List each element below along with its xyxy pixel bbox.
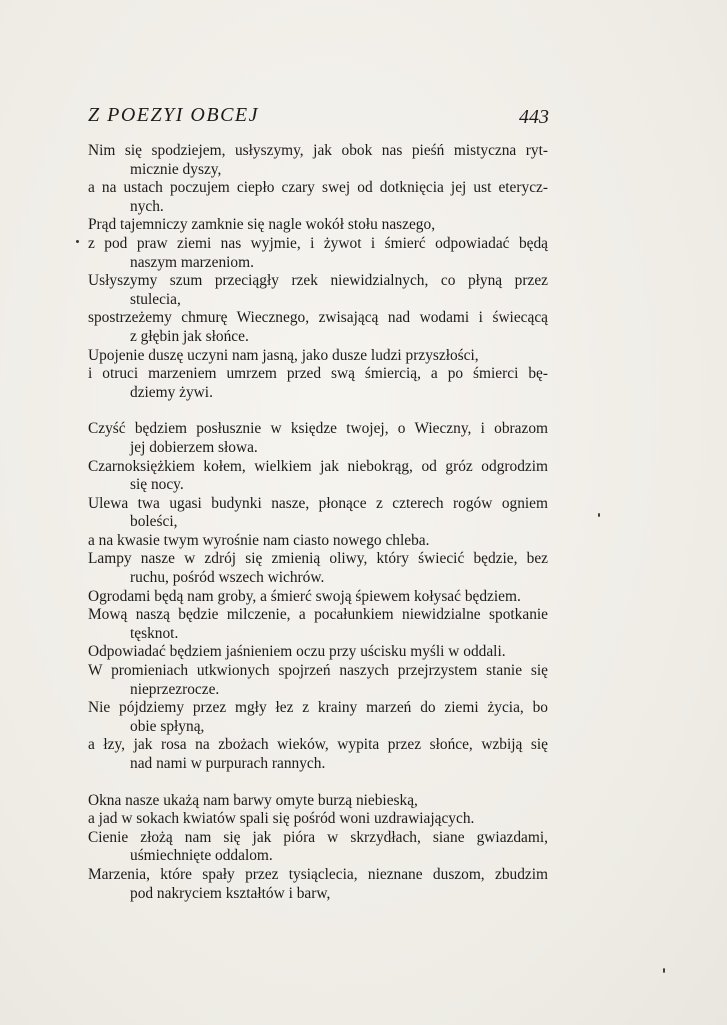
page-number: 443 bbox=[519, 106, 549, 128]
print-speck bbox=[76, 240, 79, 243]
verse-line: Okna nasze ukażą nam barwy omyte burzą niebieską, bbox=[88, 791, 418, 809]
verse-line: W promieniach utkwionych spojrzeń naszych przejrzystem stanie się bbox=[88, 662, 548, 680]
verse-line: a łzy, jak rosa na zbożach wieków, wypita przez słońce, wzbiją się bbox=[88, 736, 548, 754]
verse-line: i otruci marzeniem umrzem przed swą śmiercią, a po śmierci bę- bbox=[88, 365, 548, 383]
verse bbox=[88, 792, 548, 811]
verse-line: Ogrodami będą nam groby, a śmierć swoją śpiewem kołysać będziem. bbox=[88, 587, 521, 605]
verse bbox=[88, 347, 548, 366]
verse-continuation: uśmiechnięte oddalom. bbox=[130, 847, 273, 865]
verse-line: Mową naszą będzie milczenie, a pocałunkiem niewidzialne spotkanie bbox=[88, 606, 548, 624]
verse-line: Lampy nasze w zdrój się zmienią oliwy, który świecić będzie, bez bbox=[88, 550, 548, 568]
running-title: Z POEZYI OBCEJ bbox=[88, 104, 259, 126]
verse-continuation: naszym marzeniom. bbox=[130, 253, 254, 271]
verse-continuation: tęsknot. bbox=[130, 624, 179, 642]
verse bbox=[88, 736, 548, 773]
verse-continuation: micznie dyszy, bbox=[130, 160, 222, 178]
verse-line: a na ustach poczujem ciepło czary swej od dotknięcia jej ust eterycz- bbox=[88, 179, 548, 197]
verse-continuation: się nocy. bbox=[130, 476, 184, 494]
verse-line: Odpowiadać będziem jaśnieniem oczu przy uścisku myśli w oddali. bbox=[88, 643, 506, 661]
poem-text bbox=[88, 142, 548, 921]
verse-line: spostrzeżemy chmurę Wiecznego, zwisającą nad wodami i świecącą bbox=[88, 309, 548, 327]
verse-line: Nie pójdziemy przez mgły łez z krainy marzeń do ziemi życia, bo bbox=[88, 699, 548, 717]
verse bbox=[88, 699, 548, 736]
verse bbox=[88, 179, 548, 216]
verse-line: Czyść będziem posłusznie w księdze twojej, o Wieczny, i obrazom bbox=[88, 420, 548, 438]
verse-continuation: stulecia, bbox=[130, 290, 181, 308]
verse-continuation: jej dobierzem słowa. bbox=[130, 438, 258, 456]
verse-continuation: nad nami w purpurach rannych. bbox=[130, 755, 326, 772]
verse-continuation: nych. bbox=[130, 197, 164, 215]
verse-continuation: ruchu, pośród wszech wichrów. bbox=[130, 569, 325, 587]
verse bbox=[88, 588, 548, 607]
verse bbox=[88, 829, 548, 866]
verse bbox=[88, 643, 548, 662]
verse-line: Usłyszymy szum przeciągły rzek niewidzialnych, co płyną przez bbox=[88, 272, 548, 290]
verse-line: Ulewa twa ugasi budynki nasze, płonące z czterech rogów ogniem bbox=[88, 494, 548, 512]
verse-line: Czarnoksiężkiem kołem, wielkiem jak niebokrąg, od gróz odgrodzim bbox=[88, 457, 548, 475]
verse bbox=[88, 606, 548, 643]
verse bbox=[88, 235, 548, 272]
verse bbox=[88, 272, 548, 309]
verse bbox=[88, 550, 548, 587]
verse bbox=[88, 309, 548, 346]
verse bbox=[88, 866, 548, 903]
verse-line: a jad w sokach kwiatów spali się pośród woni uzdrawiających. bbox=[88, 810, 475, 828]
stanza bbox=[88, 142, 548, 402]
verse-line: Prąd tajemniczy zamknie się nagle wokół stołu naszego, bbox=[88, 216, 436, 234]
verse bbox=[88, 532, 548, 551]
verse bbox=[88, 662, 548, 699]
verse-continuation: boleści, bbox=[130, 513, 178, 531]
verse-line: z pod praw ziemi nas wyjmie, i żywot i śmierć odpowiadać będą bbox=[88, 234, 548, 252]
verse-line: Cienie złożą nam się jak pióra w skrzydłach, siane gwiazdami, bbox=[88, 828, 548, 846]
verse-continuation: nieprzezrocze. bbox=[130, 680, 220, 698]
verse bbox=[88, 420, 548, 457]
print-speck bbox=[598, 513, 600, 517]
verse bbox=[88, 365, 548, 402]
verse bbox=[88, 216, 548, 235]
verse-line: Upojenie duszę uczyni nam jasną, jako dusze ludzi przyszłości, bbox=[88, 346, 479, 364]
verse bbox=[88, 495, 548, 532]
print-speck bbox=[663, 968, 665, 973]
verse bbox=[88, 458, 548, 495]
verse-continuation: z głębin jak słońce. bbox=[130, 327, 249, 345]
verse-line: Marzenia, które spały przez tysiąclecia, nieznane duszom, zbudzim bbox=[88, 865, 548, 883]
verse bbox=[88, 810, 548, 829]
stanza bbox=[88, 792, 548, 904]
verse-continuation: pod nakryciem kształtów i barw, bbox=[130, 884, 331, 902]
verse bbox=[88, 142, 548, 179]
verse-line: a na kwasie twym wyrośnie nam ciasto nowego chleba. bbox=[88, 531, 430, 549]
verse-continuation: dziemy żywi. bbox=[130, 383, 213, 401]
verse-continuation: obie spłyną, bbox=[130, 717, 205, 735]
stanza bbox=[88, 420, 548, 773]
verse-line: Nim się spodziejem, usłyszymy, jak obok nas pieśń mistyczna ryt- bbox=[88, 142, 548, 159]
